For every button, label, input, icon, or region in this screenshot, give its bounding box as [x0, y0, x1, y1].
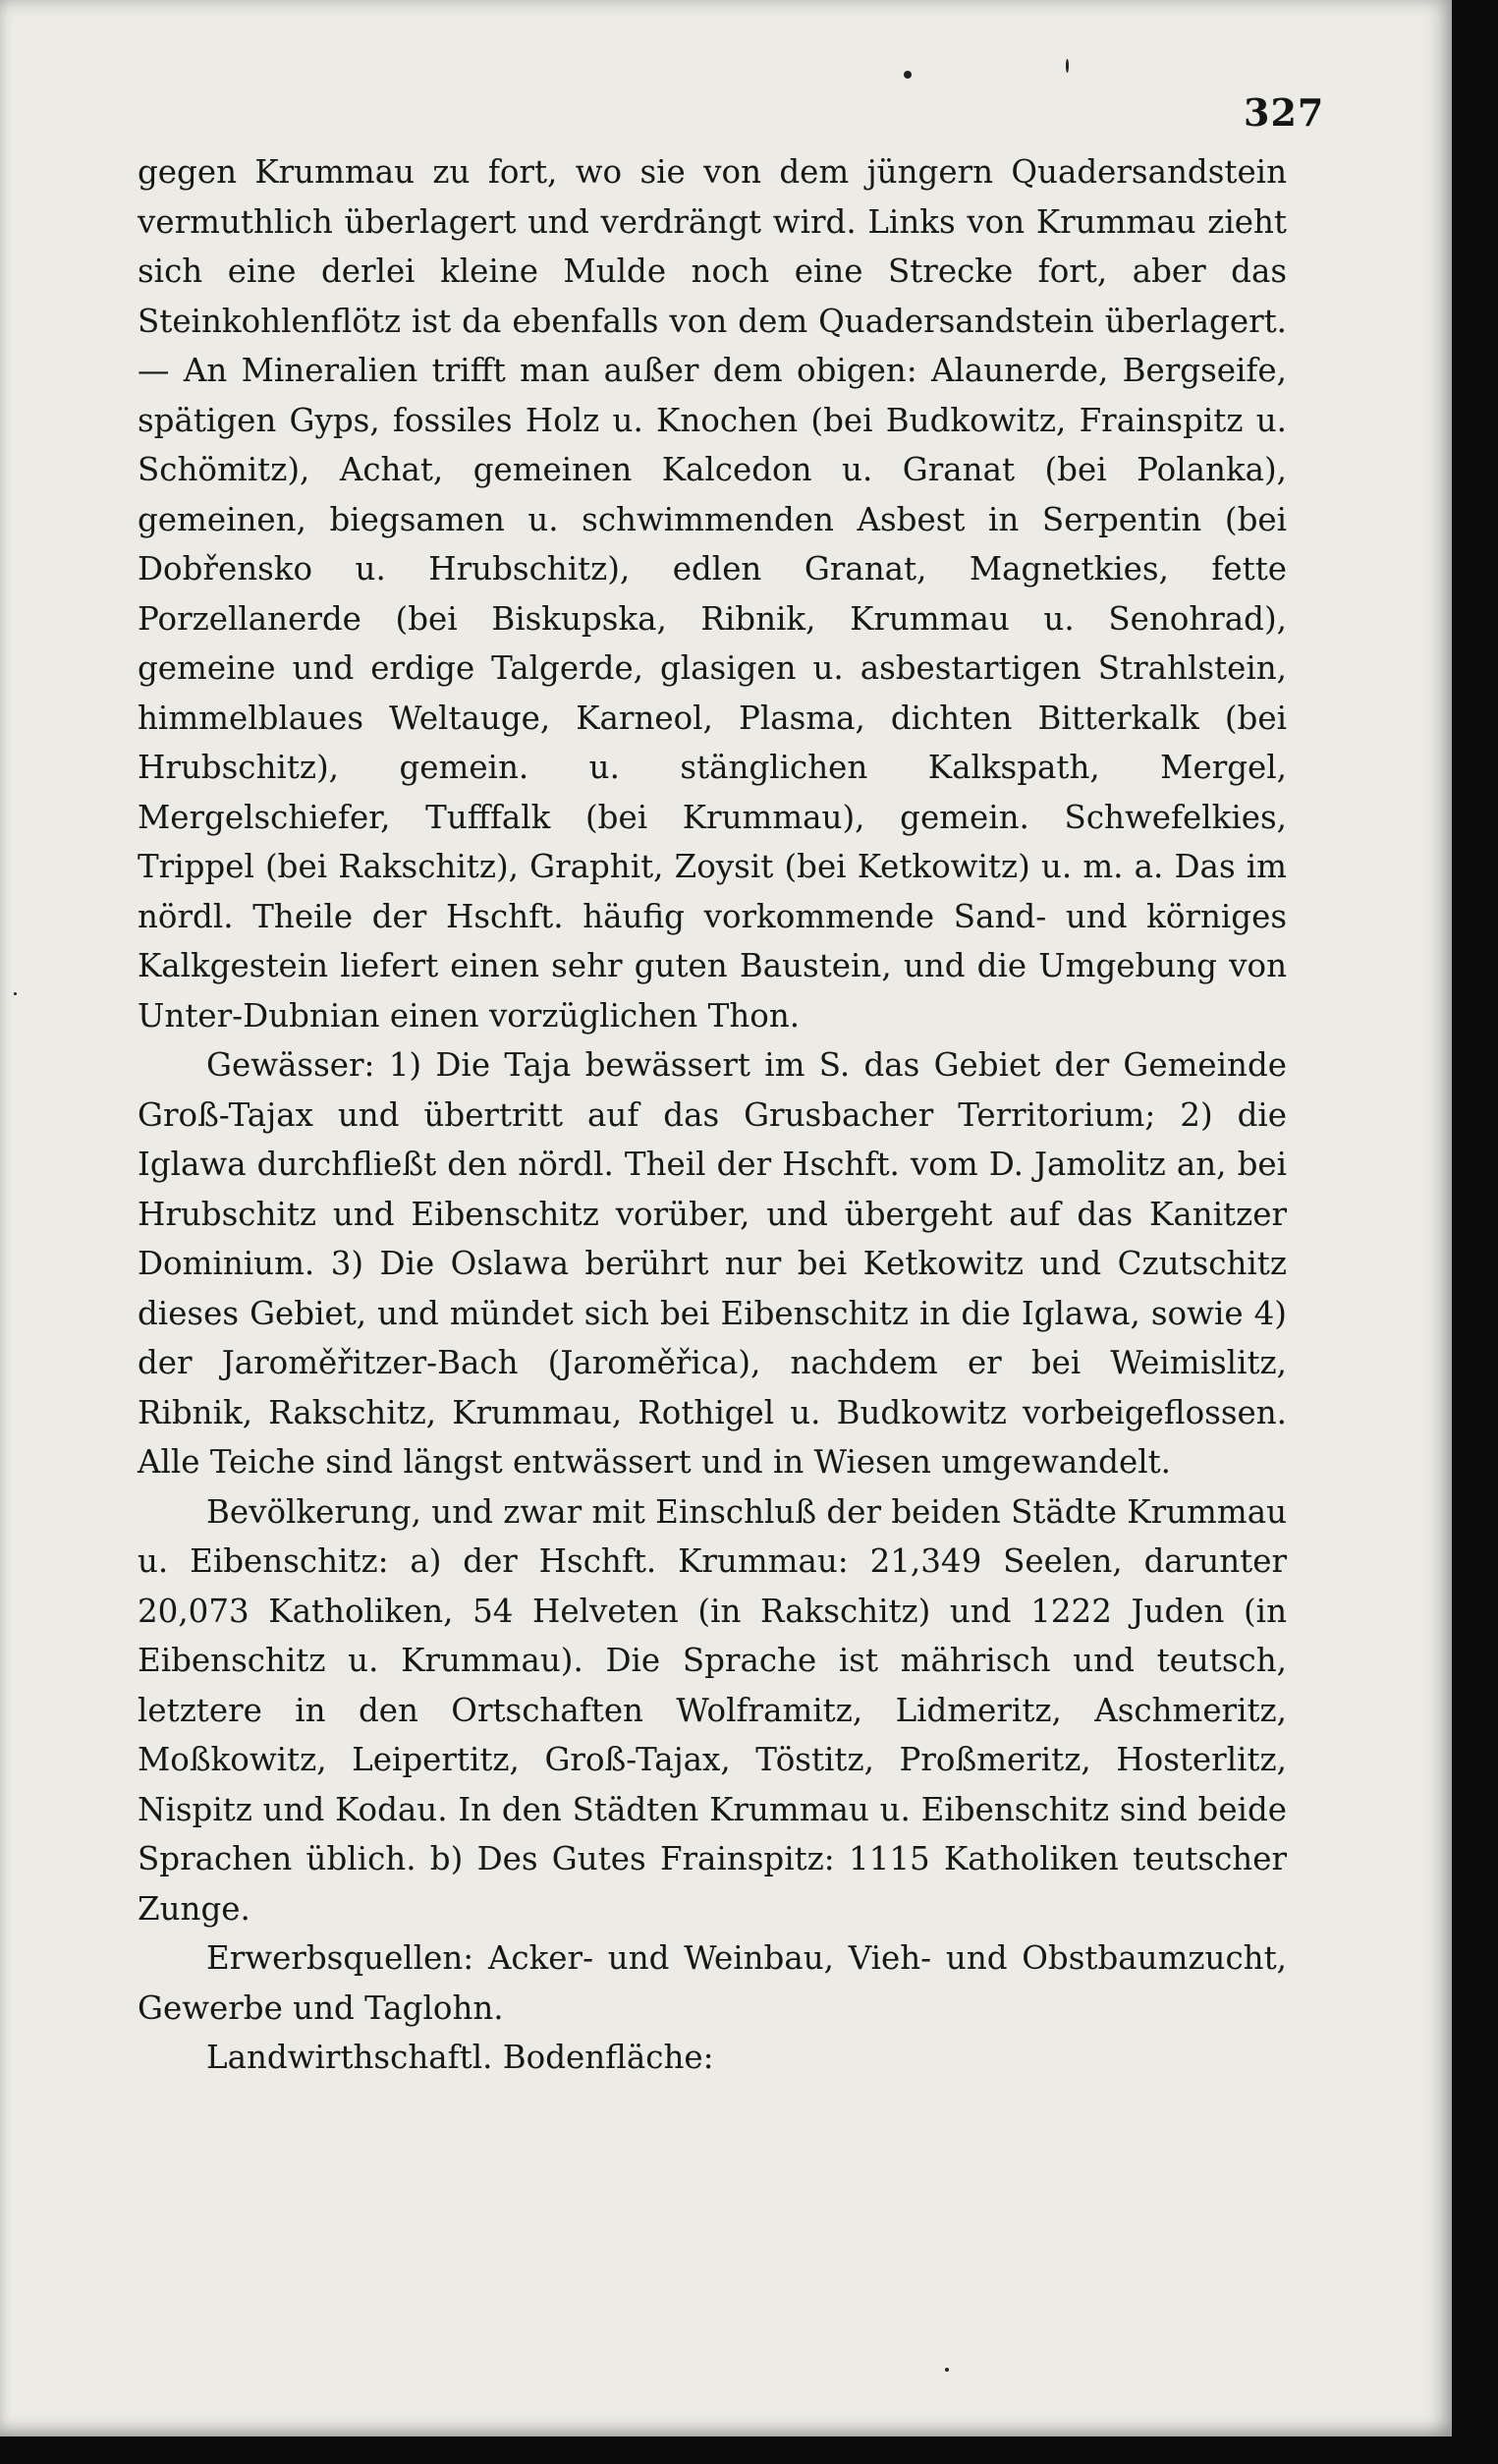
- body-text: [138, 147, 1287, 2083]
- paragraph-minerals: gegen Krummau zu fort, wo sie von dem jüngern Quadersandstein vermuthlich überlagert und verdrängt wird. Links von Krummau zieht sich eine derlei kleine Mulde noch eine Strecke fort, aber das Steinkohlenflötz ist da ebenfalls von dem Quadersandstein überlagert. — An Mineralien trifft man außer dem obigen: Alaunerde, Bergseife, spätigen Gyps, fossiles Holz u. Knochen (bei Budkowitz, Frainspitz u. Schömitz), Achat, gemeinen Kalcedon u. Granat (bei Polanka), gemeinen, biegsamen u. schwimmenden Asbest in Serpentin (bei Dobřensko u. Hrubschitz), edlen Granat, Magnetkies, fette Porzellanerde (bei Biskupska, Ribnik, Krummau u. Senohrad), gemeine und erdige Talgerde, glasigen u. asbestartigen Strahlstein, himmelblaues Weltauge, Karneol, Plasma, dichten Bitterkalk (bei Hrubschitz), gemein. u. stänglichen Kalkspath, Mergel, Mergelschiefer, Tufffalk (bei Krummau), gemein. Schwefelkies, Trippel (bei Rakschitz), Graphit, Zoysit (bei Ketkowitz) u. m. a. Das im nördl. Theile der Hschft. häufig vorkommende Sand- und körniges Kalkgestein liefert einen sehr guten Baustein, und die Umgebung von Unter-Dubnian einen vorzüglichen Thon.: [138, 153, 1287, 1035]
- paragraph-waters: Gewässer: 1) Die Taja bewässert im S. das Gebiet der Gemeinde Groß-Tajax und übertritt auf das Grusbacher Territorium; 2) die Iglawa durchfließt den nördl. Theil der Hschft. vom D. Jamolitz an, bei Hrubschitz und Eibenschitz vorüber, und übergeht auf das Kanitzer Dominium. 3) Die Oslawa berührt nur bei Ketkowitz und Czutschitz dieses Gebiet, und mündet sich bei Eibenschitz in die Iglawa, sowie 4) der Jaroměřitzer-Bach (Jaroměřica), nachdem er bei Weimislitz, Ribnik, Rakschitz, Krummau, Rothigel u. Budkowitz vorbeigeflossen. Alle Teiche sind längst entwässert und in Wiesen umgewandelt.: [138, 1046, 1287, 1481]
- page-number: 327: [1244, 90, 1325, 135]
- ink-speck: [945, 2368, 949, 2372]
- paragraph-population: Bevölkerung, und zwar mit Einschluß der beiden Städte Krummau u. Eibenschitz: a) der Hschft. Krummau: 21,349 Seelen, darunter 20,073 Katholiken, 54 Helveten (in Rakschitz) und 1222 Juden (in Eibenschitz u. Krummau). Die Sprache ist mährisch und teutsch, letztere in den Ortschaften Wolframitz, Lidmeritz, Aschmeritz, Moßkowitz, Leipertitz, Groß-Tajax, Töstitz, Proßmeritz, Hosterlitz, Nispitz und Kodau. In den Städten Krummau u. Eibenschitz sind beide Sprachen üblich. b) Des Gutes Frainspitz: 1115 Katholiken teutscher Zunge.: [138, 1492, 1287, 1928]
- paragraph-income-sources: Erwerbsquellen: Acker- und Weinbau, Vieh- und Obstbaumzucht, Gewerbe und Taglohn.: [138, 1939, 1287, 2027]
- paragraph-land-area: Landwirthschaftl. Bodenfläche:: [206, 2039, 714, 2076]
- ink-speck: [904, 71, 912, 79]
- ink-speck: [14, 992, 17, 995]
- ink-speck: [1066, 59, 1069, 73]
